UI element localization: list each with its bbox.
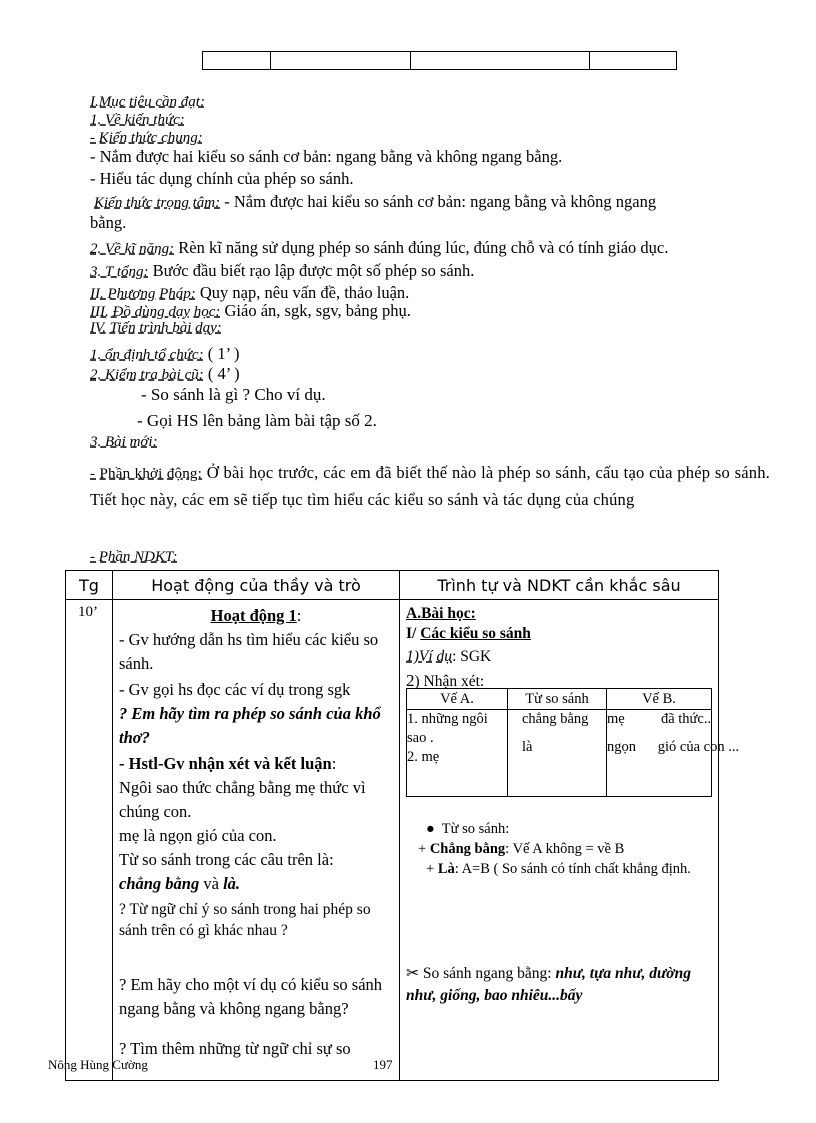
intro-paragraph <box>90 460 770 513</box>
lesson-table <box>65 570 740 1081</box>
activity-line-2: - Gv gọi hs đọc các ví dụ trong sgk <box>119 680 351 699</box>
sub-header-word: Từ so sánh <box>508 689 607 710</box>
step1-line <box>90 344 239 365</box>
general-knowledge-2: - Hiểu tác dụng chính của phép so sánh. <box>90 169 354 188</box>
ndkt-heading: - Phần NDKT: <box>90 549 178 565</box>
key-knowledge-text: - Nắm được hai kiểu so sánh cơ bản: ngang bằng và không ngang <box>224 192 657 211</box>
content-subsection: Các kiểu so sánh <box>420 625 531 642</box>
time-cell: 10’ <box>78 604 98 620</box>
item1-text: : Vế A không = về B <box>505 841 625 857</box>
objectives-heading: I.Mục tiêu cần đạt: <box>90 94 205 110</box>
activity-answer-3: Từ so sánh trong các câu trên là: <box>119 850 334 869</box>
intro-heading: - Phần khởi động: <box>90 466 203 482</box>
key-knowledge-text-2: bằng. <box>90 213 127 232</box>
step2-heading: 2. Kiểm tra bài cũ: <box>90 367 204 383</box>
lesson-table-header <box>66 571 719 600</box>
method-heading: II. Phương Pháp: <box>90 286 196 302</box>
check-question-1: - So sánh là gì ? Cho ví dụ. <box>141 385 326 404</box>
comparison-table <box>406 688 740 797</box>
activity-conclusion-heading: - Hstl-Gv nhận xét và kết luận <box>119 754 332 773</box>
tools-heading: III. Đồ dùng dạy học: <box>90 304 221 320</box>
item2-text: : A=B ( So sánh có tính chất khẳng định. <box>454 861 691 877</box>
activity-question-1: ? Em hãy tìm ra phép so sánh của khổ thơ? <box>119 704 381 747</box>
activity-answer-4: chẳng bằng và là. <box>119 874 241 893</box>
header-table <box>202 51 677 70</box>
header-content: Trình tự và NDKT cần khắc sâu <box>400 571 719 600</box>
step1-heading: 1. ổn định tổ chức: <box>90 347 204 363</box>
activity-line-1: - Gv hướng dẫn hs tìm hiểu các kiểu so sánh. <box>119 630 379 673</box>
scissors-icon: ✂ <box>406 965 419 982</box>
activity-question-4: ? Tìm thêm những từ ngữ chỉ sự so <box>119 1039 351 1058</box>
example-text: : SGK <box>452 648 492 665</box>
skills-text: Rèn kĩ năng sử dụng phép so sánh đúng lúc, đúng chỗ và có tính giáo dục. <box>178 238 669 257</box>
sub-row-2-a: 2. mẹ <box>407 749 440 765</box>
sub-row-2-b: ngọn gió của con ... <box>607 739 740 755</box>
header-time: Tg <box>66 571 113 600</box>
content-cell: A.Bài học: I/ Các kiểu so sánh 1)Ví dụ: SGK 2) Nhận xét: Vế A. Từ so sánh Vế B. 1. những ngôi sao . 2. mẹ chẳng bằng là mẹ đã thức.. ngọn gió của con ... ● Từ so sánh: + Chẳng bằng: Vế A không = về B + Là: A=B ( So sánh có tính chất khẳng định. ✂ So sánh ngang bằng: như, tựa như, dường như, giống, bao nhiêu...bấy <box>406 605 740 1004</box>
remark-text: ) Nhận xét: <box>414 673 485 690</box>
step2-time: ( 4’ ) <box>203 364 240 383</box>
key-knowledge-line <box>90 192 656 213</box>
activity-title: Hoạt động 1 <box>210 606 297 625</box>
bullet-icon: ● <box>426 821 435 837</box>
attitude-line <box>90 261 474 282</box>
step1-time: ( 1’ ) <box>203 344 240 363</box>
knowledge-heading: 1. Về kiến thức: <box>90 112 185 128</box>
sub-header-a: Vế A. <box>407 689 508 710</box>
step3-heading: 3. Bài mới: <box>90 434 158 450</box>
sub-row-1-b: mẹ đã thức.. <box>607 711 712 727</box>
key-knowledge-heading: Kiến thức trọng tâm: <box>94 195 221 211</box>
intro-text: Ở bài học trước, các em đã biết thế nào là phép so sánh, cấu tạo của phép so sánh. Tiết học này, các em sẽ tiếp tục tìm hiểu các kiểu so sánh và tác dụng của chúng <box>90 463 770 509</box>
activity-answer-2: mẹ là ngọn gió của con. <box>119 826 277 845</box>
sub-row-1-a: 1. những ngôi sao . <box>407 711 488 746</box>
step2-line <box>90 364 240 385</box>
example-label: 1)Ví dụ <box>406 648 453 665</box>
method-text: Quy nạp, nêu vấn đề, thảo luận. <box>199 283 410 302</box>
item2-label: Là <box>437 861 455 877</box>
sub-row-1-word: chẳng bằng <box>522 711 589 727</box>
content-section: A.Bài học: <box>406 605 476 622</box>
attitude-heading: 3. T tổng: <box>90 264 149 280</box>
tools-text: Giáo án, sgk, sgv, bảng phụ. <box>224 301 411 320</box>
footer-author: Nông Hùng Cường <box>48 1057 148 1072</box>
sub-header-b: Vế B. <box>607 689 712 710</box>
sub-row-2-word: là <box>522 739 533 755</box>
activity-answer-1: Ngôi sao thức chẳng bằng mẹ thức vì chúng con. <box>119 778 366 821</box>
footer-page-number: 197 <box>373 1057 393 1072</box>
attitude-text: Bước đầu biết rạo lập được một số phép so sánh. <box>152 261 475 280</box>
skills-line <box>90 238 668 259</box>
item1-label: Chẳng bằng <box>429 841 506 857</box>
activity-question-3: ? Em hãy cho một ví dụ có kiểu so sánh ngang bằng và không ngang bằng? <box>119 975 383 1018</box>
check-question-2: - Gọi HS lên bảng làm bài tập số 2. <box>137 411 377 430</box>
activity-question-2: ? Từ ngữ chỉ ý so sánh trong hai phép so sánh trên có gì khác nhau ? <box>119 901 371 939</box>
general-knowledge-heading: - Kiến thức chung: <box>90 130 203 146</box>
equal-text: như, tựa như, dường như, giống, bao nhiêu...bấy <box>406 965 691 1004</box>
header-activity: Hoạt động của thầy và trò <box>113 571 400 600</box>
lesson-table-row <box>66 600 719 1081</box>
equal-label: So sánh ngang bằng: <box>422 965 556 982</box>
activity-cell: Hoạt động 1: - Gv hướng dẫn hs tìm hiểu các kiểu so sánh. - Gv gọi hs đọc các ví dụ trong sgk ? Em hãy tìm ra phép so sánh của khổ thơ? - Hstl-Gv nhận xét và kết luận: Ngôi sao thức chẳng bằng mẹ thức vì chúng con. mẹ là ngọn gió của con. Từ so sánh trong các câu trên là: chẳng bằng và là. ? Từ ngữ chỉ ý so sánh trong hai phép so sánh trên có gì khác nhau ? ? Em hãy cho một ví dụ có kiểu so sánh ngang bằng và không ngang bằng? ? Tìm thêm những từ ngữ chỉ sự so <box>113 600 399 1080</box>
bullet-title: Từ so sánh: <box>441 821 510 837</box>
process-heading: IV. Tiến trình bài dạy: <box>90 320 222 336</box>
general-knowledge-1: - Nắm được hai kiểu so sánh cơ bản: ngang bằng và không ngang bằng. <box>90 147 563 166</box>
skills-heading: 2. Về kĩ năng: <box>90 241 175 257</box>
